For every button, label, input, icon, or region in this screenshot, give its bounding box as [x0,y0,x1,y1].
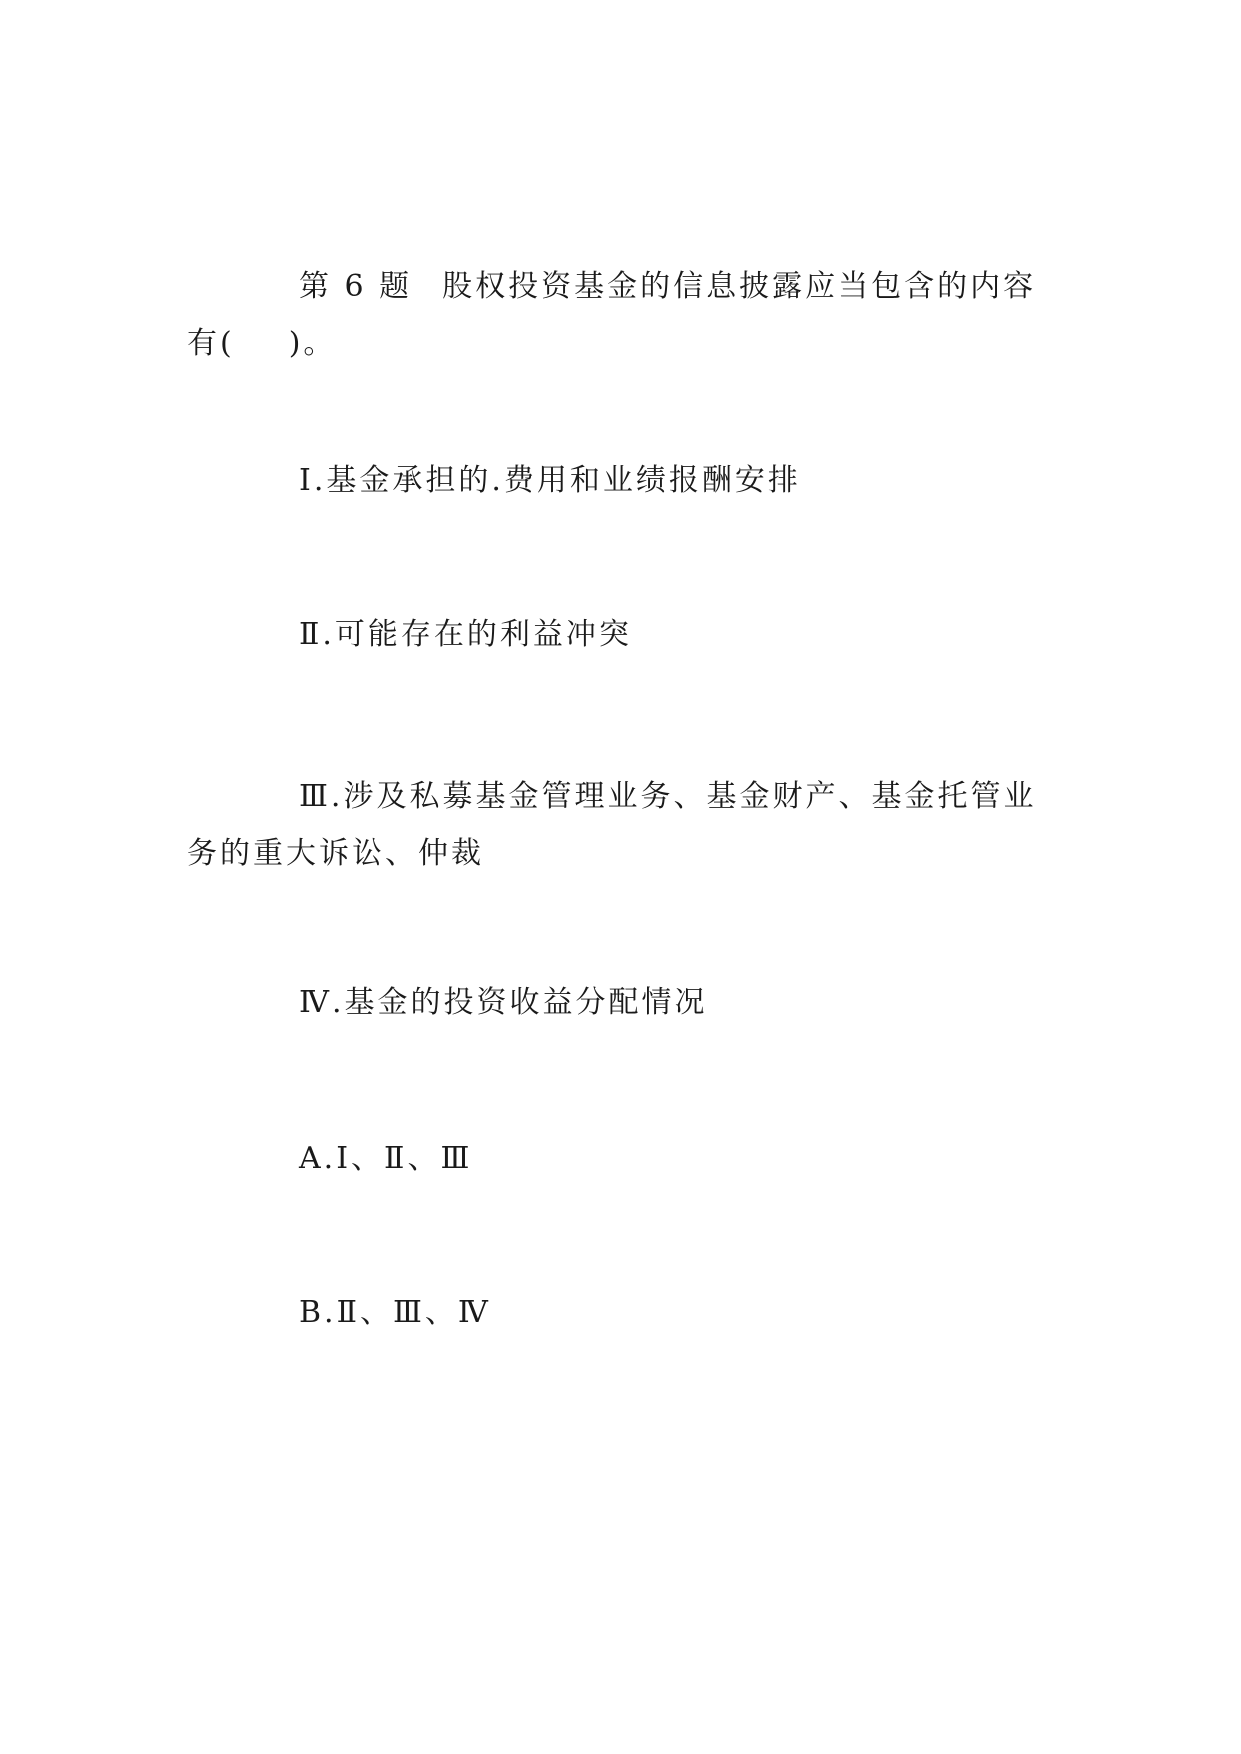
question-text: 股权投资基金的信息披露应当包含的内容有( [187,269,1037,361]
statement-1: Ⅰ.基金承担的.费用和业绩报酬安排 [299,463,801,498]
statement-4: Ⅳ.基金的投资收益分配情况 [299,985,708,1020]
option-a: A.Ⅰ、Ⅱ、Ⅲ [299,1141,473,1176]
question-text-end: )。 [288,326,337,361]
statement-2: Ⅱ.可能存在的利益冲突 [299,617,632,652]
option-b: B.Ⅱ、Ⅲ、Ⅳ [299,1295,491,1330]
question-number: 第 6 题 [299,269,413,304]
statement-3: Ⅲ.涉及私募基金管理业务、基金财产、基金托管业务的重大诉讼、仲裁 [187,779,1037,871]
question-stem [187,258,1047,372]
